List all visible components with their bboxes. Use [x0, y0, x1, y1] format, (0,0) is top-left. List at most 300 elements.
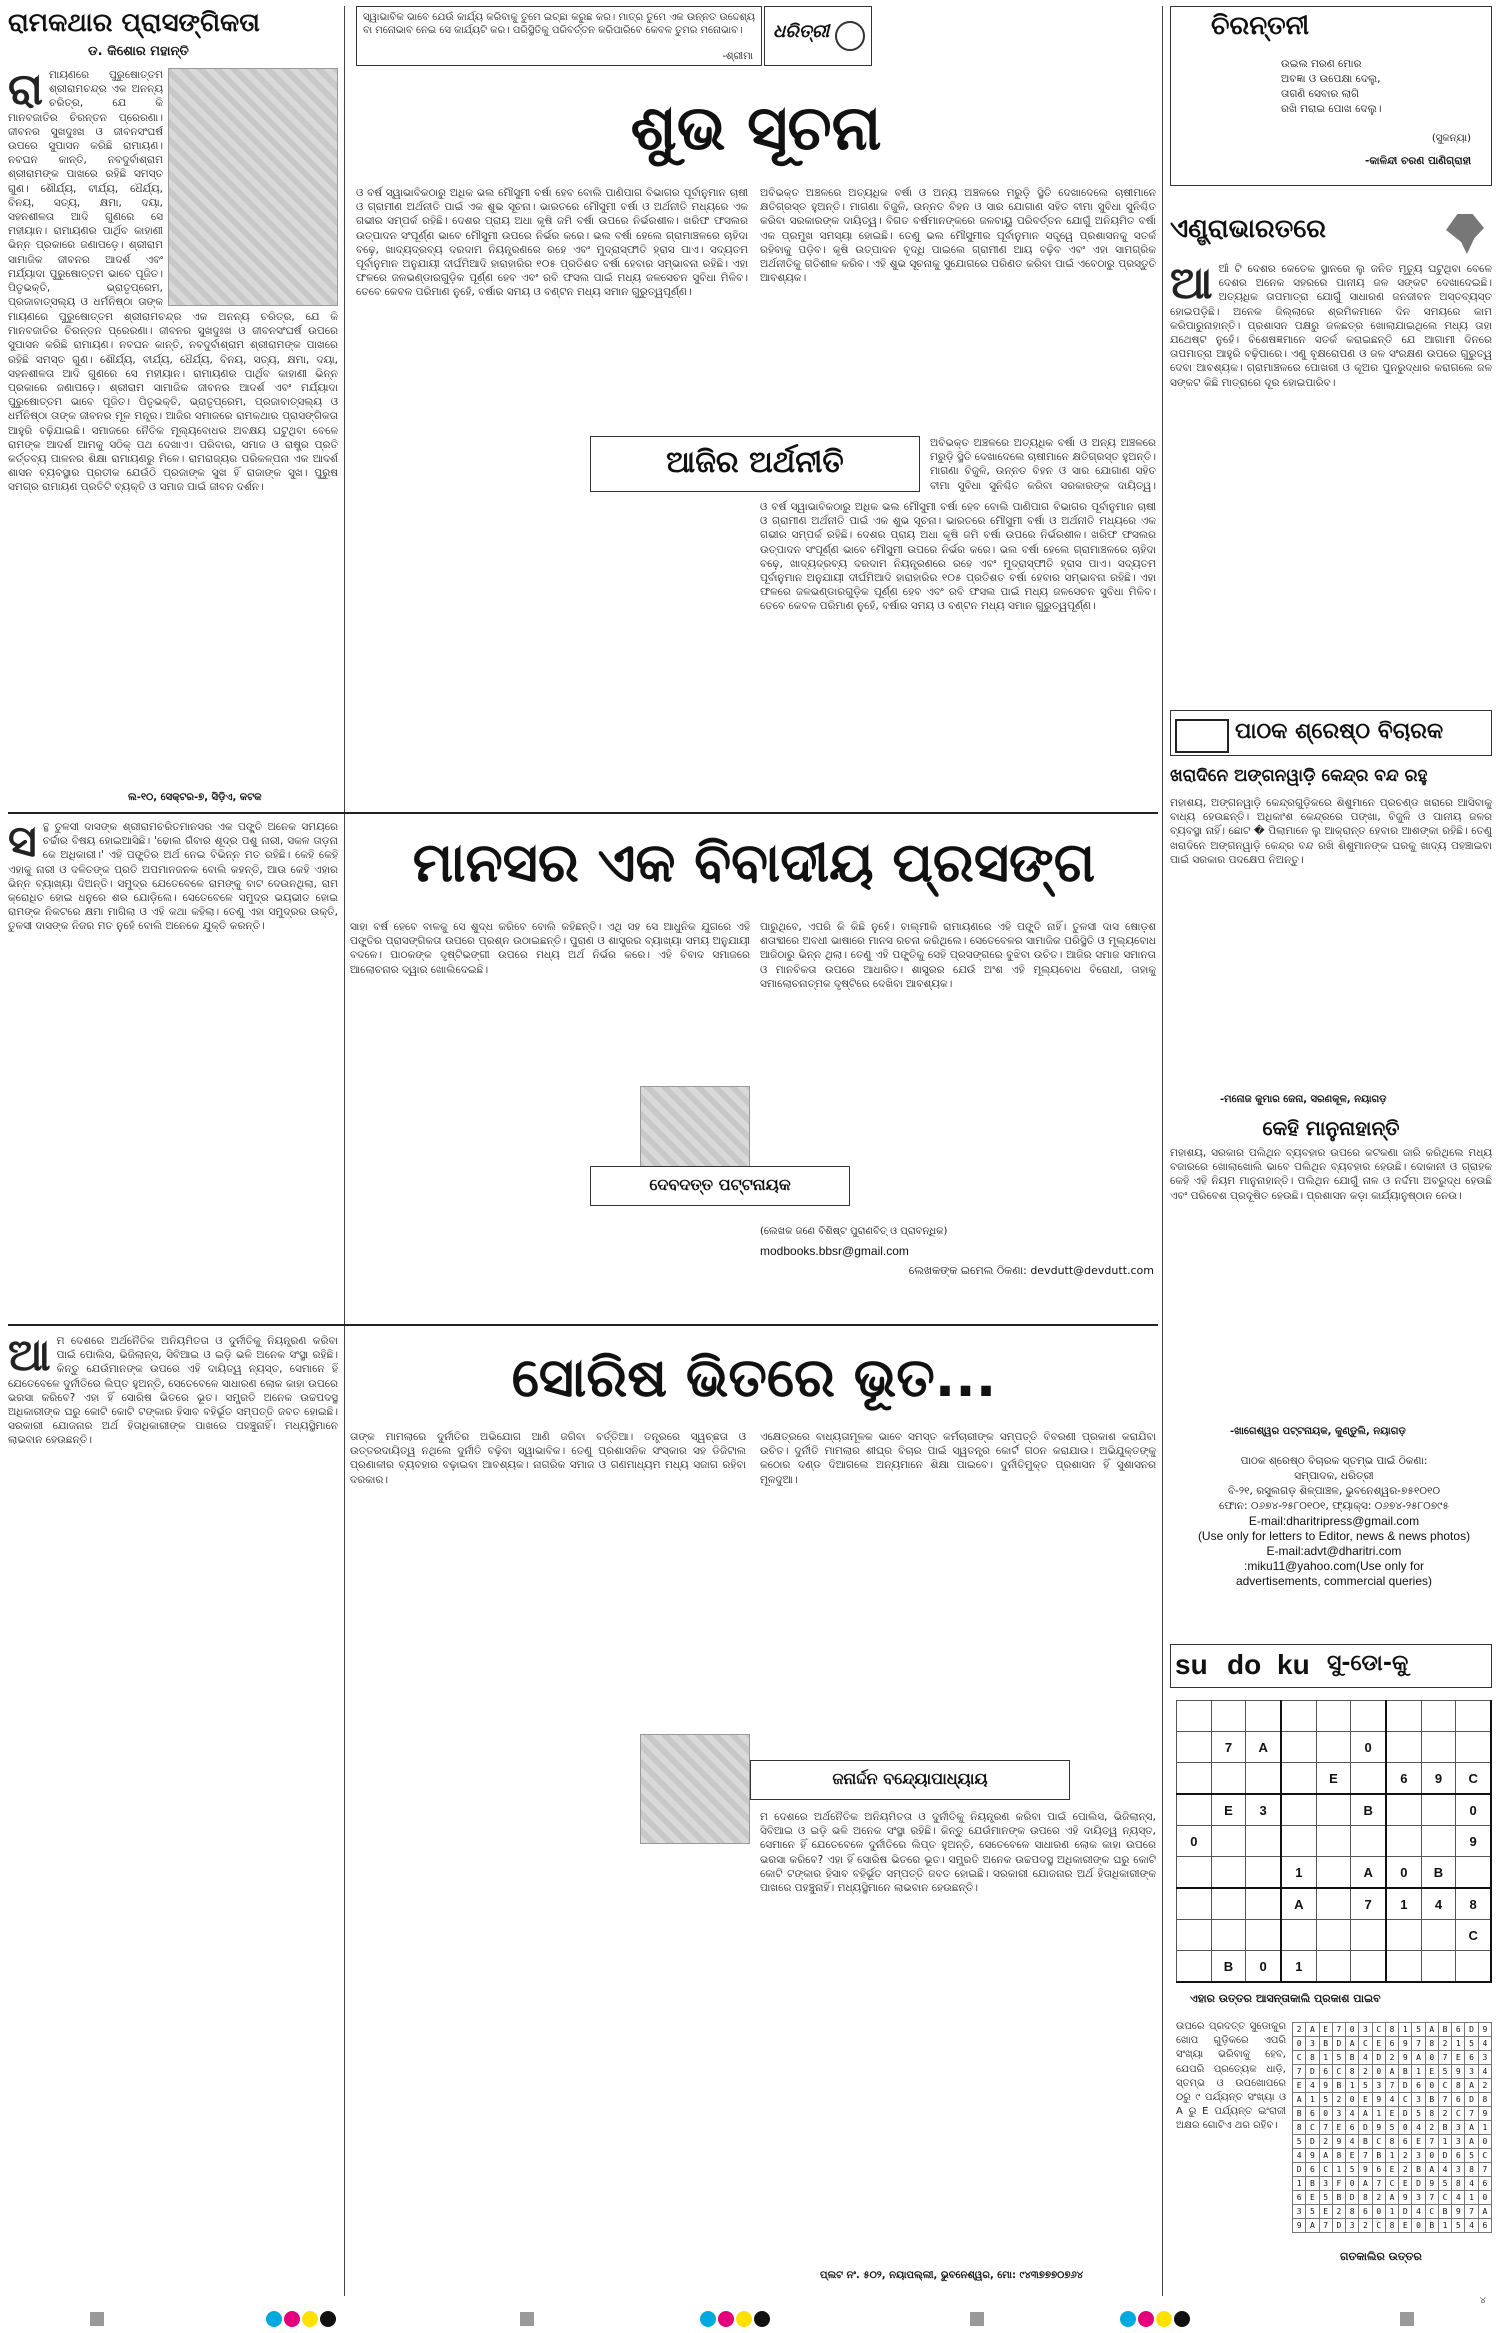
answer-cell: 0: [1319, 2107, 1332, 2121]
letters-email[interactable]: E-mail:dharitripress@gmail.com: [1248, 1514, 1420, 1528]
answer-cell: A: [1425, 2163, 1438, 2177]
answer-cell: 4: [1465, 2177, 1478, 2191]
answer-cell: 3: [1372, 2079, 1385, 2093]
contact-line: ଫୋନ: ୦୬୭୪-୨୫୮୦୧୦୧, ଫ୍ୟାକ୍ସ: ୦୬୭୪-୨୫୮୦୭୯୫: [1219, 1500, 1449, 1512]
answer-cell: B: [1332, 2191, 1345, 2205]
answer-cell: 5: [1306, 2205, 1319, 2219]
answer-cell: 2: [1399, 2163, 1412, 2177]
letter2-body: ମହାଶୟ, ସରକାର ପଲିଥିନ ବ୍ୟବହାର ଉପରେ କଟକଣା ଜାରି କରିଥିଲେ ମଧ୍ୟ ବଜାରରେ ଖୋଲାଖୋଲି ଭାବେ ପଲିଥିନ ବ୍ୟବହାର ହେଉଛି। ଦୋକାନୀ ଓ ଗ୍ରାହକ କେହି ଏହି ନିୟମ ମାନୁନାହାନ୍ତି। ପଲିଥିନ ଯୋଗୁଁ ନାଳ ଓ ନର୍ଦ୍ଦମା ଅବରୁଦ୍ଧ ହେଉଛି ଏବଂ ପରିବେଶ ପ୍ରଦୂଷିତ ହେଉଛି। ପ୍ରଶାସନ କଡ଼ା କାର୍ଯ୍ୟାନୁଷ୍ଠାନ ନେଉ।: [1170, 1147, 1492, 1202]
sudoku-cell[interactable]: [1316, 1826, 1351, 1857]
answer-cell: 0: [1346, 2093, 1359, 2107]
quote-text: ସ୍ୱାଭାବିକ ଭାବେ ଯେଉଁ କାର୍ଯ୍ୟ କରିବାକୁ ତୁମେ ଇଚ୍ଛା କରୁଛ କର। ମାତ୍ର ତୁମେ ଏକ ଉନ୍ନତ ଉଦ୍ଦେଶ୍ୟ ବା ମନୋଭାବ ନେଇ ସେ କାର୍ଯ୍ୟଟି କର। ପରିସ୍ଥିତିକୁ ପରିବର୍ତ୍ତନ କରିପାରିବେ କେବଳ ତୁମର ମନୋଭାବ।: [363, 12, 755, 36]
ramakatha-article: [8, 6, 338, 826]
answer-cell: A: [1346, 2037, 1359, 2051]
answer-cell: 1: [1372, 2107, 1385, 2121]
answer-cell: E: [1399, 2219, 1412, 2233]
sudoku-cell[interactable]: [1246, 1763, 1281, 1795]
answer-cell: 2: [1425, 2121, 1438, 2135]
envelope-icon: [1175, 719, 1229, 753]
column-divider: [344, 6, 345, 2296]
sudoku-cell[interactable]: [1456, 1951, 1491, 1983]
yellow-registration-dot: [302, 2311, 318, 2327]
page-number: ୪: [1480, 2296, 1486, 2306]
poet-name: -କାଳିନ୍ଦୀ ଚରଣ ପାଣିଗ୍ରାହୀ: [1365, 155, 1471, 167]
answer-cell: 2: [1478, 2079, 1491, 2093]
sudoku-cell[interactable]: [1177, 1794, 1212, 1826]
answer-cell: D: [1465, 2023, 1478, 2037]
answer-cell: 6: [1293, 2191, 1306, 2205]
sudoku-row: [1177, 1732, 1492, 1763]
answer-cell: E: [1412, 2135, 1425, 2149]
sudoku-cell[interactable]: [1246, 1857, 1281, 1889]
sudoku-cell[interactable]: [1316, 1701, 1351, 1732]
sudoku-title-ku: ku: [1277, 1649, 1310, 1680]
sudoku-cell[interactable]: 0: [1177, 1826, 1212, 1857]
answer-cell: 1: [1452, 2037, 1465, 2051]
answer-cell: A: [1306, 2023, 1319, 2037]
sudoku-cell[interactable]: [1281, 1826, 1316, 1857]
sudoku-cell[interactable]: [1211, 1826, 1246, 1857]
answer-cell: 4: [1306, 2079, 1319, 2093]
answer-cell: E: [1332, 2121, 1345, 2135]
answer-cell: 5: [1438, 2065, 1451, 2079]
answer-cell: A: [1465, 2079, 1478, 2093]
poem-lines: [1281, 57, 1381, 117]
sudoku-row: [1177, 1826, 1492, 1857]
answer-cell: 0: [1346, 2023, 1359, 2037]
answer-cell: 8: [1346, 2205, 1359, 2219]
sudoku-cell[interactable]: [1281, 1732, 1316, 1763]
answer-cell: 8: [1425, 2107, 1438, 2121]
letter1-body: ମହାଶୟ, ଅଙ୍ଗନୱାଡ଼ି କେନ୍ଦ୍ରଗୁଡ଼ିକରେ ଶିଶୁମାନେ ପ୍ରଚଣ୍ଡ ଖରାରେ ଆସିବାକୁ ବାଧ୍ୟ ହେଉଛନ୍ତି। ଅଧିକାଂଶ କେନ୍ଦ୍ରରେ ପଙ୍ଖା, ବିଜୁଳି ଓ ପାନୀୟ ଜଳର ବ୍ୟବସ୍ଥା ନାହିଁ। ଛୋଟ � ପିଲାମାନେ ଲୁ ଆକ୍ରାନ୍ତ ହେବାର ଆଶଙ୍କା ରହିଛି। ତେଣୁ ଖରାଦିନେ ଅଙ୍ଗନୱାଡ଼ି କେନ୍ଦ୍ର ବନ୍ଦ ରଖି ଶିଶୁମାନଙ୍କ ଘରକୁ ଖାଦ୍ୟ ପହଞ୍ଚାଇବା ପାଇଁ ସରକାର ପଦକ୍ଷେପ ନିଅନ୍ତୁ।: [1170, 797, 1492, 866]
answer-cell: 7: [1332, 2023, 1345, 2037]
sudoku-cell[interactable]: [1316, 1920, 1351, 1951]
sorisha-headline: ସୋରିଷ ଭିତରେ ଭୂତ...: [511, 1346, 997, 1409]
answer-cell: 8: [1385, 2135, 1398, 2149]
author-photo: [640, 1734, 750, 1844]
answer-row: [1293, 2191, 1492, 2205]
answer-row: [1293, 2107, 1492, 2121]
sudoku-cell[interactable]: [1316, 1857, 1351, 1889]
yahoo-email[interactable]: :miku11@yahoo.com(Use only for: [1243, 1559, 1425, 1573]
sudoku-cell[interactable]: [1211, 1857, 1246, 1889]
answer-cell: A: [1465, 2135, 1478, 2149]
sudoku-cell[interactable]: [1421, 1951, 1456, 1983]
black-registration-dot: [320, 2311, 336, 2327]
answer-cell: D: [1306, 2065, 1319, 2079]
answer-cell: 6: [1452, 2093, 1465, 2107]
cyan-registration-dot: [266, 2311, 282, 2327]
sudoku-cell[interactable]: E: [1316, 1763, 1351, 1795]
black-registration-dot: [754, 2311, 770, 2327]
answer-cell: C: [1306, 2121, 1319, 2135]
sudoku-cell[interactable]: 1: [1281, 1857, 1316, 1889]
answer-cell: 0: [1478, 2191, 1491, 2205]
quote-source: -ଶ୍ରୀମା: [722, 51, 753, 62]
contact-box: [1176, 1454, 1492, 1624]
previous-answer: [1292, 2022, 1492, 2233]
answer-row: [1293, 2149, 1492, 2163]
economy-kicker: [590, 436, 920, 492]
answer-cell: E: [1385, 2163, 1398, 2177]
sudoku-cell[interactable]: [1386, 1920, 1421, 1951]
answer-cell: 1: [1293, 2177, 1306, 2191]
answer-cell: D: [1293, 2163, 1306, 2177]
sudoku-cell[interactable]: [1421, 1701, 1456, 1732]
sudoku-cell[interactable]: 0: [1246, 1951, 1281, 1983]
answer-cell: 3: [1293, 2205, 1306, 2219]
sudoku-cell[interactable]: A: [1351, 1857, 1386, 1889]
sudoku-cell[interactable]: [1281, 1794, 1316, 1826]
wheel-icon: [835, 21, 865, 51]
answer-cell: 2: [1293, 2023, 1306, 2037]
answer-cell: 6: [1385, 2037, 1398, 2051]
answer-cell: B: [1359, 2135, 1372, 2149]
answer-cell: B: [1438, 2023, 1451, 2037]
sudoku-cell[interactable]: 7: [1351, 1888, 1386, 1920]
answer-cell: 5: [1412, 2107, 1425, 2121]
sudoku-cell[interactable]: [1316, 1732, 1351, 1763]
answer-cell: 4: [1478, 2037, 1491, 2051]
answer-cell: B: [1306, 2177, 1319, 2191]
brand-logo: [764, 6, 872, 66]
sudoku-table[interactable]: [1176, 1700, 1492, 1983]
sudoku-cell[interactable]: 7: [1211, 1732, 1246, 1763]
magenta-registration-dot: [284, 2311, 300, 2327]
sudoku-cell[interactable]: [1246, 1920, 1281, 1951]
sudoku-cell[interactable]: [1351, 1826, 1386, 1857]
answer-cell: 4: [1438, 2163, 1451, 2177]
answer-cell: 5: [1452, 2219, 1465, 2233]
answer-cell: 0: [1425, 2079, 1438, 2093]
sudoku-cell[interactable]: [1177, 1763, 1212, 1795]
sudoku-cell[interactable]: [1351, 1951, 1386, 1983]
answer-cell: 0: [1399, 2121, 1412, 2135]
article-body-continued: ମାୟଣରେ ପୁରୁଷୋତ୍ତମ ଶ୍ରୀରାମଚନ୍ଦ୍ର ଏକ ଅନନ୍ୟ ଚରିତ୍ର, ଯେ କି ମାନବଜାତିର ଚିରନ୍ତନ ପ୍ରେରଣା। ଜୀବନର ସୁଖଦୁଃଖ ଓ ଜୀବନସଂଘର୍ଷ ଉପରେ ସୁପାସନ କରିଛି ରାମାୟଣ। ନବଘନ କାନ୍ତି, ନବଦୁର୍ବାଶ୍ରାମ ଶ୍ରୀରାମଙ୍କ ପାଖରେ ରହିଛି ସମସ୍ତ ଗୁଣ। ଶୌର୍ଯ୍ୟ, ବୀର୍ଯ୍ୟ, ଧୈର୍ଯ୍ୟ, ବିନୟ, ସତ୍ୟ, କ୍ଷମା, ଦୟା, ସହନଶୀଳତା ଆଦି ଗୁଣରେ ସେ ମହୀୟାନ। ରାମାୟଣର ପାର୍ଥିବ କାହାଣୀ ଭିନ୍ନ ପ୍ରକାରେ ଜଣାପଡ଼େ। ଶ୍ରୀରାମ ସାମାଜିକ ଜୀବନର ଆଦର୍ଶ ଏବଂ ମର୍ଯ୍ୟାଦା ପୁରୁଷୋତ୍ତମ ଭାବେ ପୂଜିତ। ପିତୃଭକ୍ତି, ଭ୍ରାତୃପ୍ରେମ, ପ୍ରଜାବାତ୍ସଲ୍ୟ ଓ ଧର୍ମନିଷ୍ଠା ତାଙ୍କ ଜୀବନର ମୂଳ ମନ୍ତ୍ର। ଆଜିର ସମାଜରେ ରାମକଥାର ପ୍ରାସଙ୍ଗିକତା ଆହୁରି ବଢ଼ିଯାଇଛି। ସମାଜରେ ନୈତିକ ମୂଲ୍ୟବୋଧର ଅବକ୍ଷୟ ଘଟୁଥିବା ବେଳେ ରାମଙ୍କ ଆଦର୍ଶ ଆମକୁ ସଠିକ୍ ପଥ ଦେଖାଏ। ପରିବାର, ସମାଜ ଓ ରାଷ୍ଟ୍ର ପ୍ରତି କର୍ତ୍ତବ୍ୟ ପାଳନର ଶିକ୍ଷା ରାମାୟଣରୁ ମିଳେ। ରାମରାଜ୍ୟର ପରିକଳ୍ପନା ଏକ ଆଦର୍ଶ ଶାସନ ବ୍ୟବସ୍ଥାର ପ୍ରତୀକ ଯେଉଁଠି ପ୍ରଜାଙ୍କ ସୁଖ ହିଁ ରାଜାଙ୍କ ସୁଖ। ପୁରୁଷ ସମଗ୍ର ରାମାୟଣ ପ୍ରତିଟି ବ୍ୟକ୍ତି ଓ ସମାଜ ପାଇଁ ଜୀବନ ଦର୍ଶନ।: [8, 311, 338, 494]
sorisha-body-col3: ଏକ୍ଷେତ୍ରରେ ବାଧ୍ୟତାମୂଳକ ଭାବେ ସମସ୍ତ କର୍ମଚାରୀଙ୍କ ସମ୍ପତ୍ତି ବିବରଣୀ ପ୍ରକାଶ କରାଯିବା ଉଚିତ। ଦୁର୍ନୀତି ମାମଲାର ଶୀଘ୍ର ବିଚାର ପାଇଁ ସ୍ୱତନ୍ତ୍ର କୋର୍ଟ ଗଠନ କରାଯାଉ। ଅଭିଯୁକ୍ତଙ୍କୁ କଠୋର ଦଣ୍ଡ ଦିଆଗଲେ ଅନ୍ୟମାନେ ଶିକ୍ଷା ପାଇବେ। ଦୁର୍ନୀତିମୁକ୍ତ ପ୍ରଶାସନ ହିଁ ସୁଶାସନର ମୂଳଦୁଆ।: [760, 1431, 1156, 1486]
sudoku-cell[interactable]: 4: [1421, 1888, 1456, 1920]
sudoku-cell[interactable]: [1177, 1701, 1212, 1732]
answer-cell: 4: [1359, 2051, 1372, 2065]
sudoku-cell[interactable]: [1316, 1888, 1351, 1920]
answer-cell: D: [1332, 2037, 1345, 2051]
sudoku-cell[interactable]: 1: [1386, 1888, 1421, 1920]
answer-cell: 0: [1425, 2149, 1438, 2163]
sudoku-cell[interactable]: [1421, 1794, 1456, 1826]
answer-cell: 2: [1372, 2191, 1385, 2205]
answer-cell: 4: [1293, 2149, 1306, 2163]
sudoku-cell[interactable]: 3: [1246, 1794, 1281, 1826]
answer-cell: A: [1359, 2107, 1372, 2121]
sudoku-cell[interactable]: [1211, 1920, 1246, 1951]
answer-cell: B: [1425, 2093, 1438, 2107]
answer-cell: 5: [1438, 2177, 1451, 2191]
sudoku-cell[interactable]: 0: [1456, 1794, 1491, 1826]
sudoku-cell[interactable]: [1281, 1763, 1316, 1795]
answer-cell: 1: [1385, 2205, 1398, 2219]
sudoku-cell[interactable]: 0: [1351, 1732, 1386, 1763]
sudoku-cell[interactable]: [1351, 1920, 1386, 1951]
answer-cell: E: [1293, 2079, 1306, 2093]
sudoku-cell[interactable]: [1456, 1857, 1491, 1889]
sorisha-signoff: ପ୍ଲଟ ନଂ. ୫୦୨, ନୟାପଲ୍ଲୀ, ଭୁବନେଶ୍ୱର, ମୋ: ୯୪୩୭୭୭୦୭୬୪: [820, 2270, 1084, 2281]
answer-cell: 6: [1452, 2023, 1465, 2037]
answer-cell: 6: [1478, 2177, 1491, 2191]
sudoku-cell[interactable]: [1421, 1732, 1456, 1763]
answer-cell: 8: [1359, 2191, 1372, 2205]
bharat-section-header: [1170, 214, 1492, 254]
manasara-note: (ଲେଖକ ଜଣେ ବିଶିଷ୍ଟ ପୁରାଣବିତ୍ ଓ ପ୍ରାବନ୍ଧିକ): [760, 1226, 948, 1237]
bharat-text: ଆଁ ଟି ଦେଶର କେତେକ ସ୍ଥାନରେ ଲୁ ଜନିତ ମୃତ୍ୟୁ ଘଟୁଥିବା ବେଳେ ଦେଶର ଅନେକ ସହରରେ ପାନୀୟ ଜଳ ସଙ୍କଟ ଦେଖାଦେଇଛି। ଅତ୍ୟଧିକ ତାପମାତ୍ରା ଯୋଗୁଁ ସାଧାରଣ ଜନଜୀବନ ଅସ୍ତବ୍ୟସ୍ତ ହୋଇପଡ଼ିଛି। ଅନେକ ଜିଲ୍ଲାରେ ଶ୍ରମିକମାନେ ଦିନ ସମୟରେ କାମ କରିପାରୁନାହାନ୍ତି। ପ୍ରଶାସନ ପକ୍ଷରୁ ଜଳଛତ୍ର ଖୋଲାଯାଇଥିଲେ ମଧ୍ୟ ତାହା ଯଥେଷ୍ଟ ନୁହେଁ। ବିଶେଷଜ୍ଞମାନେ ସତର୍କ କରାଇଛନ୍ତି ଯେ ଆଗାମୀ ଦିନରେ ତାପମାତ୍ରା ଆହୁରି ବଢ଼ିପାରେ। ଏଣୁ ବୃକ୍ଷରୋପଣ ଓ ଜଳ ସଂରକ୍ଷଣ ଉପରେ ଗୁରୁତ୍ୱ ଦେବା ଆବଶ୍ୟକ। ଗ୍ରାମାଞ୍ଚଳରେ ପୋଖରୀ ଓ କୂଅର ପୁନରୁଦ୍ଧାର କରାଗଲେ ଜଳ ସଙ୍କଟ କିଛି ମାତ୍ରାରେ ଦୂର ହୋଇପାରିବ।: [1170, 263, 1492, 389]
answer-cell: 2: [1438, 2037, 1451, 2051]
sudoku-cell[interactable]: B: [1211, 1951, 1246, 1983]
answer-cell: 8: [1452, 2079, 1465, 2093]
sudoku-cell[interactable]: [1246, 1888, 1281, 1920]
manasara-text: ନ୍ଥ ତୁଳସୀ ଦାସଙ୍କ ଶ୍ରୀରାମଚରିତମାନସର ଏକ ପଙ୍କ୍ତି ଅନେକ ସମୟରେ ଚର୍ଚ୍ଚାର ବିଷୟ ହୋଇଆସିଛି। 'ଢୋଲ ଗଁବାର ଶୂଦ୍ର ପଶୁ ନାରୀ, ସକଳ ତାଡ଼ନା କେ ଅଧିକାରୀ।' ଏହି ପଙ୍କ୍ତିର ଅର୍ଥ ନେଇ ବିଭିନ୍ନ ମତ ରହିଛି। କେହି କେହି ଏହାକୁ ନାରୀ ଓ ଦଳିତଙ୍କ ପ୍ରତି ଅପମାନଜନକ ବୋଲି କହନ୍ତି, ଆଉ କେହି ଏହାର ଭିନ୍ନ ବ୍ୟାଖ୍ୟା ଦିଅନ୍ତି। ସମୁଦ୍ର ଯେତେବେଳେ ରାମଙ୍କୁ ବାଟ ଦେଉନଥିଲା, ରାମ କ୍ରୋଧିତ ହୋଇ ଧନୁରେ ଶର ଯୋଡ଼ିଲେ। ସେତେବେଳେ ସମୁଦ୍ର ଭୟଭୀତ ହୋଇ ରାମଙ୍କ ନିକଟରେ କ୍ଷମା ମାଗିଲା ଓ ଏହି କଥା କହିଲା। ତେଣୁ ଏହା ସମୁଦ୍ରର ଉକ୍ତି, ତୁଳସୀ ଦାସଙ୍କ ନିଜର ମତ ନୁହେଁ ବୋଲି ଅନେକେ ଯୁକ୍ତି କରନ୍ତି।: [8, 821, 338, 933]
bharat-section-body: [1170, 262, 1492, 682]
answer-cell: D: [1399, 2107, 1412, 2121]
answer-row: [1293, 2177, 1492, 2191]
sudoku-cell[interactable]: [1177, 1951, 1212, 1983]
answer-cell: 4: [1412, 2121, 1425, 2135]
sudoku-cell[interactable]: [1456, 1732, 1491, 1763]
answer-cell: 0: [1412, 2219, 1425, 2233]
letter1-sign: -ମନୋଜ କୁମାର ଜେନା, ସରଣକୂଳ, ନୟାଗଡ଼: [1220, 1094, 1387, 1105]
answer-cell: 9: [1372, 2093, 1385, 2107]
answer-cell: 9: [1359, 2163, 1372, 2177]
answer-cell: 1: [1478, 2121, 1491, 2135]
editorial-body-col2c: ଓ ବର୍ଷ ସ୍ୱାଭାବିକଠାରୁ ଅଧିକ ଭଲ ମୌସୁମୀ ବର୍ଷା ହେବ ବୋଲି ପାଣିପାଗ ବିଭାଗର ପୂର୍ବାନୁମାନ ଚାଷୀ ଓ ଗ୍ରାମୀଣ ଅର୍ଥନୀତି ପାଇଁ ଏକ ଶୁଭ ସୂଚନା। ଭାରତରେ ମୌସୁମୀ ବର୍ଷା ଓ ଅର୍ଥନୀତି ମଧ୍ୟରେ ଏକ ଗଭୀର ସମ୍ପର୍କ ରହିଛି। ଦେଶର ପ୍ରାୟ ଅଧା କୃଷି ଜମି ବର୍ଷା ଉପରେ ନିର୍ଭରଶୀଳ। ଖରିଫ ଫସଲର ଉତ୍ପାଦନ ସଂପୂର୍ଣ୍ଣ ଭାବେ ମୌସୁମୀ ଉପରେ ନିର୍ଭର କରେ। ଭଲ ବର୍ଷା ହେଲେ ଗ୍ରାମାଞ୍ଚଳରେ ଚାହିଦା ବଢ଼େ, ଖାଦ୍ୟଦ୍ରବ୍ୟ ଦରଦାମ ନିୟନ୍ତ୍ରଣରେ ରହେ ଏବଂ ମୁଦ୍ରାସ୍ଫୀତି ହ୍ରାସ ପାଏ। ସଦ୍ୟତମ ପୂର୍ବାନୁମାନ ଅନୁଯାୟୀ ଦୀର୍ଘମିଆଦି ହାରାହାରିର ୧୦୫ ପ୍ରତିଶତ ବର୍ଷା ହେବାର ସମ୍ଭାବନା ରହିଛି। ଏହା ଫଳରେ ଜଳଭଣ୍ଡାରଗୁଡ଼ିକ ପୂର୍ଣ୍ଣ ହେବ ଏବଂ ରବି ଫସଲ ପାଇଁ ମଧ୍ୟ ଜଳସେଚନ ସୁବିଧା ମିଳିବ। ତେବେ କେବଳ ପରିମାଣ ନୁହେଁ, ବର୍ଷାର ସମୟ ଓ ବଣ୍ଟନ ମଧ୍ୟ ସମାନ ଗୁରୁତ୍ୱପୂର୍ଣ୍ଣ।: [760, 501, 1156, 613]
answer-cell: B: [1332, 2079, 1345, 2093]
answer-cell: 1: [1399, 2023, 1412, 2037]
sudoku-cell[interactable]: [1386, 1794, 1421, 1826]
answer-cell: D: [1399, 2205, 1412, 2219]
column-divider-right: [1162, 6, 1163, 2296]
sudoku-cell[interactable]: [1281, 1701, 1316, 1732]
sudoku-cell[interactable]: [1177, 1888, 1212, 1920]
sudoku-cell[interactable]: C: [1456, 1920, 1491, 1951]
sudoku-cell[interactable]: [1386, 1951, 1421, 1983]
manasara-body-col3: ପାରୁଥିବେ, ଏପରି କି କିଛି ନୁହେଁ। ବାଲ୍ମୀକି ରାମାୟଣରେ ଏହି ପଙ୍କ୍ତି ନାହିଁ। ତୁଳସୀ ଦାସ ଷୋଡ଼ଶ ଶତାବ୍ଦୀରେ ଅବଧୀ ଭାଷାରେ ମାନସ ରଚନା କରିଥିଲେ। ସେତେବେଳର ସାମାଜିକ ପରିସ୍ଥିତି ଓ ମୂଲ୍ୟବୋଧ ଆଜିଠାରୁ ଭିନ୍ନ ଥିଲା। ତେଣୁ ଏହି ପଙ୍କ୍ତିକୁ ସେହି ପ୍ରସଙ୍ଗରେ ବୁଝିବା ଉଚିତ। ଆଜିର ସମାଜ ସମାନତା ଓ ମାନବିକତା ଉପରେ ଆଧାରିତ। ଶାସ୍ତ୍ରର ଯେଉଁ ଅଂଶ ଏହି ମୂଲ୍ୟବୋଧ ବିରୋଧୀ, ତାହାକୁ ସମାଲୋଚନାତ୍ମକ ଦୃଷ୍ଟିରେ ଦେଖିବା ଆବଶ୍ୟକ।: [760, 921, 1156, 990]
sudoku-cell[interactable]: E: [1211, 1794, 1246, 1826]
sudoku-cell[interactable]: [1386, 1701, 1421, 1732]
sudoku-cell[interactable]: [1386, 1826, 1421, 1857]
answer-cell: 3: [1346, 2219, 1359, 2233]
sudoku-row: [1177, 1951, 1492, 1983]
answer-cell: 7: [1319, 2219, 1332, 2233]
answer-cell: D: [1346, 2191, 1359, 2205]
answer-cell: E: [1399, 2177, 1412, 2191]
sudoku-row: [1177, 1794, 1492, 1826]
answer-cell: 7: [1359, 2149, 1372, 2163]
sudoku-cell[interactable]: [1456, 1701, 1491, 1732]
answer-cell: 9: [1478, 2023, 1491, 2037]
poem-line: ରଖି ମରାଇ ପୋଖ ଦେଲୁ।: [1281, 103, 1382, 115]
answer-cell: D: [1332, 2219, 1345, 2233]
sudoku-cell[interactable]: 1: [1281, 1951, 1316, 1983]
answer-cell: A: [1385, 2191, 1398, 2205]
sudoku-grid[interactable]: [1176, 1700, 1492, 1983]
answer-cell: 0: [1372, 2205, 1385, 2219]
sudoku-cell[interactable]: 9: [1421, 1763, 1456, 1795]
answer-cell: 6: [1465, 2051, 1478, 2065]
answer-cell: 5: [1332, 2051, 1345, 2065]
answer-cell: B: [1412, 2163, 1425, 2177]
answer-cell: 3: [1412, 2149, 1425, 2163]
answer-cell: 6: [1478, 2219, 1491, 2233]
article-text-part1: ମାୟଣରେ ପୁରୁଷୋତ୍ତମ ଶ୍ରୀରାମଚନ୍ଦ୍ର ଏକ ଅନନ୍ୟ ଚରିତ୍ର, ଯେ କି ମାନବଜାତିର ଚିରନ୍ତନ ପ୍ରେରଣା। ଜୀବନର ସୁଖଦୁଃଖ ଓ ଜୀବନସଂଘର୍ଷ ଉପରେ ସୁପାସନ କରିଛି ରାମାୟଣ। ନବଘନ କାନ୍ତି, ନବଦୁର୍ବାଶ୍ରାମ ଶ୍ରୀରାମଙ୍କ ପାଖରେ ରହିଛି ସମସ୍ତ ଗୁଣ। ଶୌର୍ଯ୍ୟ, ବୀର୍ଯ୍ୟ, ଧୈର୍ଯ୍ୟ, ବିନୟ, ସତ୍ୟ, କ୍ଷମା, ଦୟା, ସହନଶୀଳତା ଆଦି ଗୁଣରେ ସେ ମହୀୟାନ। ରାମାୟଣର ପାର୍ଥିବ କାହାଣୀ ଭିନ୍ନ ପ୍ରକାରେ ଜଣାପଡ଼େ। ଶ୍ରୀରାମ ସାମାଜିକ ଜୀବନର ଆଦର୍ଶ ଏବଂ ମର୍ଯ୍ୟାଦା ପୁରୁଷୋତ୍ତମ ଭାବେ ପୂଜିତ। ପିତୃଭକ୍ତି, ଭ୍ରାତୃପ୍ରେମ, ପ୍ରଜାବାତ୍ସଲ୍ୟ ଓ ଧର୍ମନିଷ୍ଠା ତାଙ୍କ: [8, 69, 163, 308]
manasara-body-col2: ସାହା ବର୍ଷ ହେବେ ବାଳକୁ ସେ ଶୁଦ୍ଧ କରିବେ ବୋଲି କହିଛନ୍ତି। ଏଥି ସହ ସେ ଆଧୁନିକ ଯୁଗରେ ଏହି ପଙ୍କ୍ତିର ପ୍ରାସଙ୍ଗିକତା ଉପରେ ପ୍ରଶ୍ନ ଉଠାଇଛନ୍ତି। ପୁରାଣ ଓ ଶାସ୍ତ୍ରର ବ୍ୟାଖ୍ୟା ସମୟ ଅନୁଯାୟୀ ବଦଳେ। ପାଠକଙ୍କ ଦୃଷ୍ଟିଭଙ୍ଗୀ ଉପରେ ମଧ୍ୟ ଅର୍ଥ ନିର୍ଭର କରେ। ଏହି ବିବାଦ ସମାଜରେ ଆଲୋଚନାର ଦ୍ୱାର ଖୋଲିଦେଇଛି।: [350, 921, 750, 976]
answer-cell: E: [1346, 2149, 1359, 2163]
answer-cell: 5: [1359, 2079, 1372, 2093]
india-map-icon: [1446, 214, 1484, 254]
sudoku-cell[interactable]: 6: [1386, 1763, 1421, 1795]
answer-cell: E: [1319, 2023, 1332, 2037]
sudoku-row: [1177, 1888, 1492, 1920]
answer-cell: 7: [1372, 2177, 1385, 2191]
answer-cell: 0: [1425, 2051, 1438, 2065]
rama-illustration: [168, 68, 338, 306]
editorial-body-col2: ଅବିଭକ୍ତ ଅଞ୍ଚଳରେ ଅତ୍ୟଧିକ ବର୍ଷା ଓ ଅନ୍ୟ ଅଞ୍ଚଳରେ ମରୁଡ଼ି ସ୍ଥିତି ଦେଖାଦେଲେ ଚାଷୀମାନେ କ୍ଷତିଗ୍ରସ୍ତ ହୁଅନ୍ତି। ମାଗଣା ବିଜୁଳି, ଉନ୍ନତ ବିହନ ଓ ସାର ଯୋଗାଣ ସହିତ ବୀମା ସୁବିଧା ସୁନିଶ୍ଚିତ କରିବା ସରକାରଙ୍କ ଦାୟିତ୍ୱ। ବିଗତ ବର୍ଷମାନଙ୍କରେ ଜଳବାୟୁ ପରିବର୍ତ୍ତନ ଯୋଗୁଁ ଅନିୟମିତ ବର୍ଷା ଏକ ପ୍ରମୁଖ ସମସ୍ୟା ହୋଇଛି। ତେଣୁ ଭଲ ମୌସୁମୀର ପୂର୍ବାନୁମାନ ସତ୍ତ୍ୱେ ପ୍ରଶାସନକୁ ସତର୍କ ରହିବାକୁ ପଡ଼ିବ। କୃଷି ଉତ୍ପାଦନ ବୃଦ୍ଧି ପାଇଲେ ଗ୍ରାମୀଣ ଆୟ ବଢ଼ିବ ଏବଂ ଏହା ସାମଗ୍ରିକ ଅର୍ଥନୀତିକୁ ଗତିଶୀଳ କରିବ। ଏହି ଶୁଭ ସୂଚନାକୁ ସୁଯୋଗରେ ପରିଣତ କରିବା ପାଇଁ ଏବେଠାରୁ ପ୍ରସ୍ତୁତି ଆବଶ୍ୟକ।: [760, 187, 1156, 285]
answer-cell: A: [1359, 2177, 1372, 2191]
answer-cell: 9: [1399, 2037, 1412, 2051]
sudoku-cell[interactable]: [1281, 1920, 1316, 1951]
poem-line: ଅବଜ୍ଞା ଓ ଉପେକ୍ଷା ଦେଲୁ,: [1281, 73, 1381, 85]
answer-cell: A: [1465, 2121, 1478, 2135]
sudoku-cell[interactable]: [1316, 1951, 1351, 1983]
section-rule: [8, 812, 1158, 814]
manasara-email[interactable]: modbooks.bbsr@gmail.com: [760, 1244, 909, 1258]
answer-cell: 1: [1319, 2051, 1332, 2065]
sudoku-cell[interactable]: [1246, 1826, 1281, 1857]
advt-email[interactable]: E-mail:advt@dharitri.com: [1266, 1544, 1402, 1558]
sudoku-cell[interactable]: A: [1281, 1888, 1316, 1920]
article-signoff: ଲ-୧୦, ସେକ୍ଟର-୭, ସିଡ଼ିଏ, କଟକ: [128, 792, 262, 803]
sudoku-cell[interactable]: [1177, 1920, 1212, 1951]
sudoku-cell[interactable]: B: [1351, 1794, 1386, 1826]
answer-cell: 2: [1332, 2205, 1345, 2219]
sudoku-cell[interactable]: 9: [1456, 1826, 1491, 1857]
answer-cell: B: [1438, 2121, 1451, 2135]
author-byline: [750, 1760, 1070, 1800]
manasara-author-email[interactable]: ଲେଖକଙ୍କ ଇମେଲ ଠିକଣା: devdutt@devdutt.com: [908, 1264, 1154, 1277]
kicker-text: ଆଜିର ଅର୍ଥନୀତି: [666, 445, 844, 480]
answer-cell: B: [1319, 2037, 1332, 2051]
answer-cell: 4: [1452, 2191, 1465, 2205]
answer-cell: C: [1438, 2191, 1451, 2205]
sudoku-title-su: su: [1175, 1649, 1208, 1680]
answer-cell: 6: [1372, 2163, 1385, 2177]
answer-cell: 3: [1412, 2093, 1425, 2107]
answer-cell: C: [1425, 2205, 1438, 2219]
answer-cell: 8: [1346, 2065, 1359, 2079]
answer-cell: 3: [1452, 2163, 1465, 2177]
sorisha-body-col3b: ମ ଦେଶରେ ଅର୍ଥନୈତିକ ଅନିୟମିତତା ଓ ଦୁର୍ନୀତିକୁ ନିୟନ୍ତ୍ରଣ କରିବା ପାଇଁ ପୋଲିସ, ଭିଜିଲାନ୍ସ, ସିବିଆଇ ଓ ଇଡ଼ି ଭଳି ଅନେକ ସଂସ୍ଥା ରହିଛି। କିନ୍ତୁ ଯେଉଁମାନଙ୍କ ଉପରେ ଏହି ଦାୟିତ୍ୱ ନ୍ୟସ୍ତ, ସେମାନେ ହିଁ ଯେତେବେଳେ ଦୁର୍ନୀତିରେ ଲିପ୍ତ ହୁଅନ୍ତି, ସେତେବେଳେ ସାଧାରଣ ଲୋକ କାହା ଉପରେ ଭରସା କରିବେ? ଏହା ହିଁ ସୋରିଷ ଭିତରେ ଭୂତ। ସମ୍ପ୍ରତି ଅନେକ ଉଚ୍ଚପଦସ୍ଥ ଅଧିକାରୀଙ୍କ ଘରୁ କୋଟି କୋଟି ଟଙ୍କାର ହିସାବ ବହିର୍ଭୂତ ସମ୍ପତ୍ତି ଜବତ ହୋଇଛି। ସରକାରୀ ଯୋଜନାର ଅର୍ଥ ହିତାଧିକାରୀଙ୍କ ପାଖରେ ପହଞ୍ଚୁନାହିଁ। ମଧ୍ୟସ୍ଥିମାନେ ଲାଭବାନ ହେଉଛନ୍ତି।: [760, 1811, 1156, 1895]
drop-cap: ଆ: [8, 1334, 51, 1381]
answer-cell: 1: [1306, 2093, 1319, 2107]
sudoku-cell[interactable]: [1316, 1794, 1351, 1826]
sudoku-cell[interactable]: [1177, 1857, 1212, 1889]
answer-cell: 1: [1385, 2149, 1398, 2163]
daily-quote-box: [356, 6, 762, 66]
sudoku-cell[interactable]: [1211, 1888, 1246, 1920]
answer-cell: E: [1319, 2205, 1332, 2219]
sudoku-cell[interactable]: [1421, 1826, 1456, 1857]
answer-cell: 6: [1306, 2163, 1319, 2177]
author-name: ଡ. କିଶୋର ମହାନ୍ତି: [88, 44, 189, 59]
sudoku-cell[interactable]: [1421, 1920, 1456, 1951]
print-mark: [520, 2312, 534, 2326]
sudoku-cell[interactable]: [1246, 1701, 1281, 1732]
answer-cell: 9: [1293, 2219, 1306, 2233]
sudoku-cell[interactable]: [1351, 1763, 1386, 1795]
print-mark: [1400, 2312, 1414, 2326]
yellow-registration-dot: [736, 2311, 752, 2327]
sudoku-cell[interactable]: [1177, 1732, 1212, 1763]
answer-cell: 7: [1385, 2079, 1398, 2093]
sudoku-cell[interactable]: [1211, 1701, 1246, 1732]
sudoku-cell[interactable]: [1386, 1732, 1421, 1763]
editorial-body-col2b: ଅବିଭକ୍ତ ଅଞ୍ଚଳରେ ଅତ୍ୟଧିକ ବର୍ଷା ଓ ଅନ୍ୟ ଅଞ୍ଚଳରେ ମରୁଡ଼ି ସ୍ଥିତି ଦେଖାଦେଲେ ଚାଷୀମାନେ କ୍ଷତିଗ୍ରସ୍ତ ହୁଅନ୍ତି। ମାଗଣା ବିଜୁଳି, ଉନ୍ନତ ବିହନ ଓ ସାର ଯୋଗାଣ ସହିତ ବୀମା ସୁବିଧା ସୁନିଶ୍ଚିତ କରିବା ସରକାରଙ୍କ ଦାୟିତ୍ୱ।: [930, 437, 1156, 492]
answer-cell: A: [1306, 2219, 1319, 2233]
answer-cell: B: [1293, 2107, 1306, 2121]
answer-cell: 6: [1452, 2149, 1465, 2163]
answer-cell: C: [1452, 2107, 1465, 2121]
sudoku-row: [1177, 1763, 1492, 1795]
answer-row: [1293, 2121, 1492, 2135]
sudoku-cell[interactable]: [1211, 1763, 1246, 1795]
answer-cell: A: [1412, 2051, 1425, 2065]
answer-cell: 8: [1332, 2149, 1345, 2163]
answer-cell: A: [1385, 2065, 1398, 2079]
sudoku-cell[interactable]: A: [1246, 1732, 1281, 1763]
answer-cell: D: [1306, 2135, 1319, 2149]
editorial-body-col1: ଓ ବର୍ଷ ସ୍ୱାଭାବିକଠାରୁ ଅଧିକ ଭଲ ମୌସୁମୀ ବର୍ଷା ହେବ ବୋଲି ପାଣିପାଗ ବିଭାଗର ପୂର୍ବାନୁମାନ ଚାଷୀ ଓ ଗ୍ରାମୀଣ ଅର୍ଥନୀତି ପାଇଁ ଏକ ଶୁଭ ସୂଚନା। ଭାରତରେ ମୌସୁମୀ ବର୍ଷା ଓ ଅର୍ଥନୀତି ମଧ୍ୟରେ ଏକ ଗଭୀର ସମ୍ପର୍କ ରହିଛି। ଦେଶର ପ୍ରାୟ ଅଧା କୃଷି ଜମି ବର୍ଷା ଉପରେ ନିର୍ଭରଶୀଳ। ଖରିଫ ଫସଲର ଉତ୍ପାଦନ ସଂପୂର୍ଣ୍ଣ ଭାବେ ମୌସୁମୀ ଉପରେ ନିର୍ଭର କରେ। ଭଲ ବର୍ଷା ହେଲେ ଗ୍ରାମାଞ୍ଚଳରେ ଚାହିଦା ବଢ଼େ, ଖାଦ୍ୟଦ୍ରବ୍ୟ ଦରଦାମ ନିୟନ୍ତ୍ରଣରେ ରହେ ଏବଂ ମୁଦ୍ରାସ୍ଫୀତି ହ୍ରାସ ପାଏ। ସଦ୍ୟତମ ପୂର୍ବାନୁମାନ ଅନୁଯାୟୀ ଦୀର୍ଘମିଆଦି ହାରାହାରିର ୧୦୫ ପ୍ରତିଶତ ବର୍ଷା ହେବାର ସମ୍ଭାବନା ରହିଛି। ଏହା ଫଳରେ ଜଳଭଣ୍ଡାରଗୁଡ଼ିକ ପୂର୍ଣ୍ଣ ହେବ ଏବଂ ରବି ଫସଲ ପାଇଁ ମଧ୍ୟ ଜଳସେଚନ ସୁବିଧା ମିଳିବ। ତେବେ କେବଳ ପରିମାଣ ନୁହେଁ, ବର୍ଷାର ସମୟ ଓ ବଣ୍ଟନ ମଧ୍ୟ ସମାନ ଗୁରୁତ୍ୱପୂର୍ଣ୍ଣ।: [356, 187, 748, 299]
sudoku-cell[interactable]: [1351, 1701, 1386, 1732]
answer-row: [1293, 2093, 1492, 2107]
sudoku-cell[interactable]: 0: [1386, 1857, 1421, 1889]
poem-line: ତାଗଣି ସେବାର ଲାଗି: [1281, 88, 1360, 100]
sudoku-row: [1177, 1920, 1492, 1951]
answer-cell: 9: [1399, 2191, 1412, 2205]
answer-cell: B: [1438, 2205, 1451, 2219]
sudoku-cell[interactable]: 8: [1456, 1888, 1491, 1920]
answer-cell: 8: [1293, 2121, 1306, 2135]
sudoku-header: [1170, 1644, 1492, 1688]
answer-row: [1293, 2023, 1492, 2037]
answer-cell: 5: [1412, 2023, 1425, 2037]
sudoku-cell[interactable]: B: [1421, 1857, 1456, 1889]
answer-cell: 0: [1478, 2135, 1491, 2149]
answer-row: [1293, 2065, 1492, 2079]
print-mark: [90, 2312, 104, 2326]
answer-cell: F: [1332, 2177, 1345, 2191]
answer-cell: 7: [1425, 2191, 1438, 2205]
contact-line: ସମ୍ପାଦକ, ଧରିତ୍ରୀ: [1294, 1470, 1374, 1482]
answer-cell: 1: [1346, 2079, 1359, 2093]
sorisha-text: ମ ଦେଶରେ ଅର୍ଥନୈତିକ ଅନିୟମିତତା ଓ ଦୁର୍ନୀତିକୁ ନିୟନ୍ତ୍ରଣ କରିବା ପାଇଁ ପୋଲିସ, ଭିଜିଲାନ୍ସ, ସିବିଆଇ ଓ ଇଡ଼ି ଭଳି ଅନେକ ସଂସ୍ଥା ରହିଛି। କିନ୍ତୁ ଯେଉଁମାନଙ୍କ ଉପରେ ଏହି ଦାୟିତ୍ୱ ନ୍ୟସ୍ତ, ସେମାନେ ହିଁ ଯେତେବେଳେ ଦୁର୍ନୀତିରେ ଲିପ୍ତ ହୁଅନ୍ତି, ସେତେବେଳେ ସାଧାରଣ ଲୋକ କାହା ଉପରେ ଭରସା କରିବେ? ଏହା ହିଁ ସୋରିଷ ଭିତରେ ଭୂତ। ସମ୍ପ୍ରତି ଅନେକ ଉଚ୍ଚପଦସ୍ଥ ଅଧିକାରୀଙ୍କ ଘରୁ କୋଟି କୋଟି ଟଙ୍କାର ହିସାବ ବହିର୍ଭୂତ ସମ୍ପତ୍ତି ଜବତ ହୋଇଛି। ସରକାରୀ ଯୋଜନାର ଅର୍ଥ ହିତାଧିକାରୀଙ୍କ ପାଖରେ ପହଞ୍ଚୁନାହିଁ। ମଧ୍ୟସ୍ଥିମାନେ ଲାଭବାନ ହେଉଛନ୍ତି।: [8, 1335, 338, 1447]
answer-cell: 4: [1346, 2107, 1359, 2121]
print-mark: [970, 2312, 984, 2326]
sudoku-cell[interactable]: C: [1456, 1763, 1491, 1795]
answer-cell: 3: [1452, 2135, 1465, 2149]
answer-cell: A: [1319, 2149, 1332, 2163]
drop-cap: ସ: [8, 820, 37, 867]
answer-cell: C: [1293, 2051, 1306, 2065]
answer-cell: 9: [1478, 2107, 1491, 2121]
answer-cell: 4: [1478, 2065, 1491, 2079]
brand-name: ଧରିତ୍ରୀ: [773, 21, 830, 42]
